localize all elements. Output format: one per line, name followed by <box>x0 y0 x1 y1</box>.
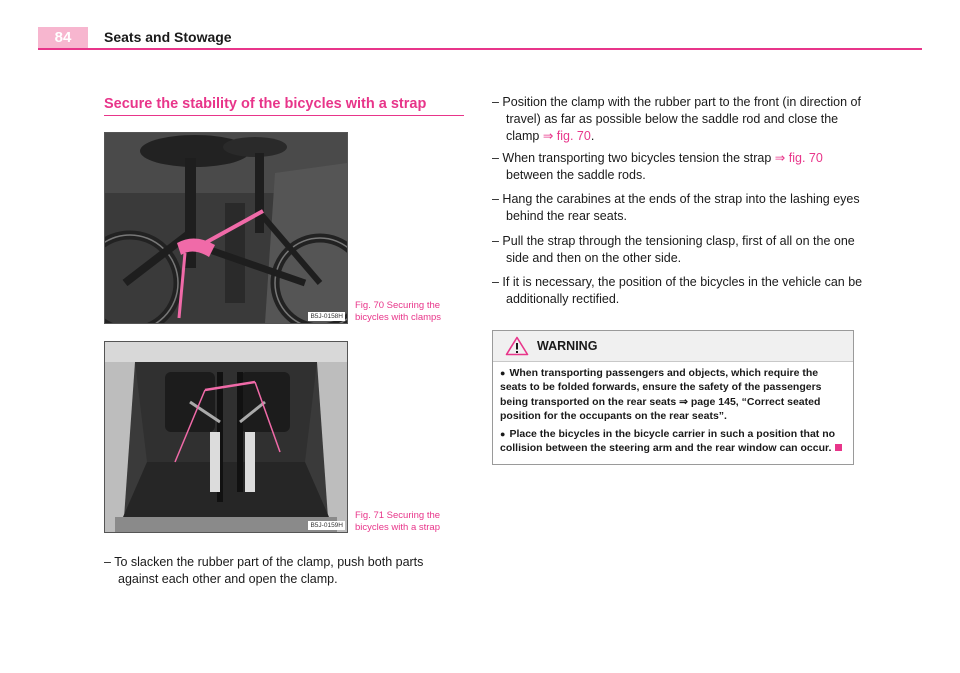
caption-line: Fig. 71 Securing the <box>355 510 441 521</box>
figure-71-caption <box>355 510 465 534</box>
step-text: – If it is necessary, the position of the bicycles in the vehicle can be additionally rectified. <box>492 275 863 306</box>
step-text: – When transporting two bicycles tension the strap <box>492 151 775 165</box>
bicycle-strap-illustration <box>105 342 347 532</box>
instruction-step <box>104 554 463 588</box>
figure-reference-link[interactable]: ⇒ fig. 70 <box>542 129 591 143</box>
bicycle-clamp-illustration <box>105 133 347 323</box>
warning-triangle-icon <box>505 336 529 356</box>
warning-body <box>493 362 853 455</box>
warning-header <box>493 331 853 362</box>
section-end-marker <box>835 444 842 451</box>
step-text: – Pull the strap through the tensioning clasp, first of all on the one side and then on the other side. <box>492 234 855 265</box>
instruction-step <box>492 150 872 184</box>
figure-71-photo <box>104 341 348 533</box>
step-text-tail: between the saddle rods. <box>506 168 646 182</box>
figure-70-caption <box>355 300 465 324</box>
header-title: Seats and Stowage <box>104 29 232 45</box>
header-rule <box>38 48 922 50</box>
section-rule <box>104 115 464 116</box>
instruction-step <box>492 274 872 308</box>
warning-item-text: Place the bicycles in the bicycle carrier in such a position that no collision between the steering arm and the rear window can occur. <box>500 427 836 455</box>
warning-item-text: When transporting passengers and objects, which require the seats to be folded forwards, ensure the safety of the passengers being transported on the rear seats ⇒ page 145, “Correct seated position for the occupants on the rear seats”. <box>500 367 822 423</box>
section-title: Secure the stability of the bicycles with a strap <box>104 96 427 112</box>
figure-code: B5J-0159H <box>310 522 343 529</box>
caption-line: Fig. 70 Securing the <box>355 300 441 311</box>
figure-code: B5J-0158H <box>310 313 343 320</box>
instruction-step <box>492 233 872 267</box>
figure-reference-link[interactable]: ⇒ fig. 70 <box>774 151 823 165</box>
step-text: – Hang the carabines at the ends of the strap into the lashing eyes behind the rear seats. <box>492 192 860 223</box>
warning-item: ● Place the bicycles in the bicycle carrier in such a position that no collision between the steering arm and the rear window can occur. <box>500 427 847 456</box>
step-text: – Position the clamp with the rubber part to the front (in direction of travel) as far as possible below the saddle rod and close the clamp <box>492 95 861 143</box>
caption-line: bicycles with a strap <box>355 522 441 533</box>
step-text-tail: . <box>590 129 595 143</box>
step-text: – To slacken the rubber part of the clamp, push both parts against each other and open the clamp. <box>104 555 424 586</box>
warning-item: ● When transporting passengers and objects, which require the seats to be folded forwards, ensure the safety of the passengers being transported on the rear seats ⇒ page 145, “Correct seated position for the occupants on the rear seats”. <box>500 367 822 423</box>
warning-box <box>492 330 854 465</box>
instruction-step <box>492 191 872 225</box>
caption-line: bicycles with clamps <box>355 312 442 323</box>
figure-70-photo <box>104 132 348 324</box>
instruction-step <box>492 94 872 145</box>
page-number: 84 <box>38 27 88 49</box>
warning-title: WARNING <box>537 339 598 353</box>
